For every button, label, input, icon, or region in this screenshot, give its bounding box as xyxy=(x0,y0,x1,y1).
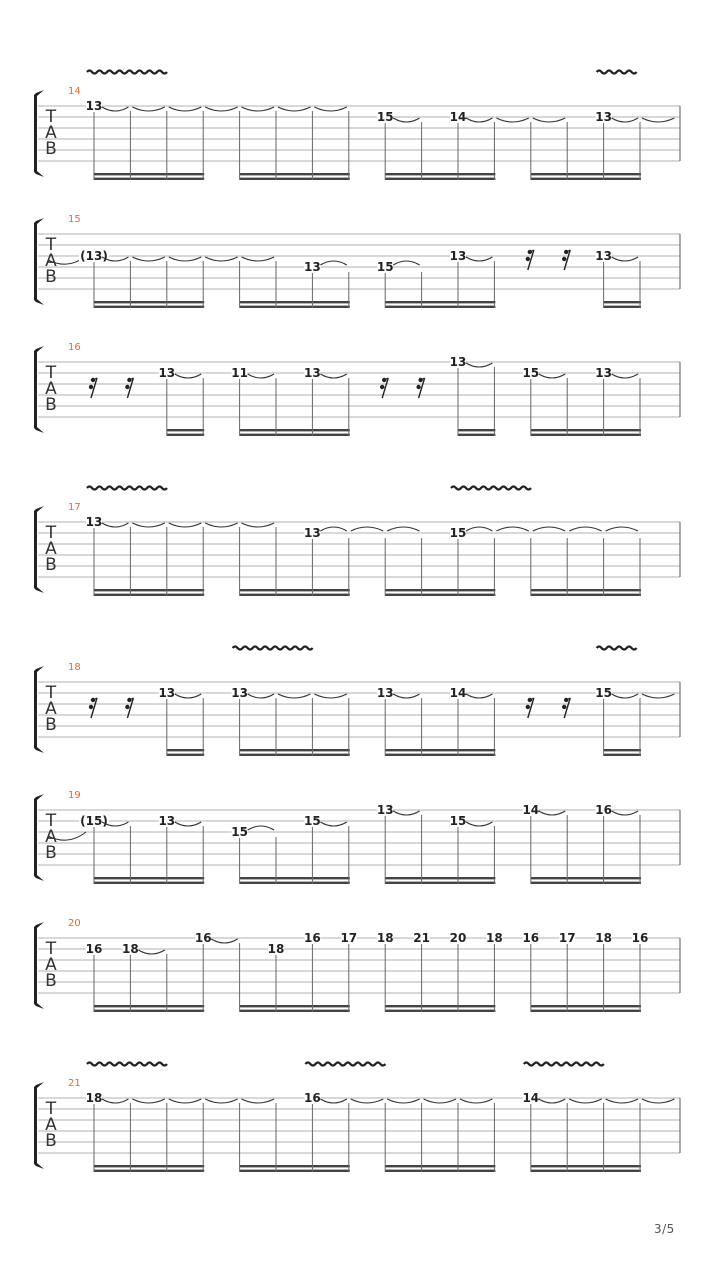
tie-arc xyxy=(248,826,274,830)
beam xyxy=(167,754,204,756)
tie-arc xyxy=(242,107,274,111)
fret-number: 13 xyxy=(595,110,612,124)
beam xyxy=(385,882,495,884)
tab-system xyxy=(34,790,680,884)
fret-number: 15 xyxy=(376,110,394,124)
beam xyxy=(385,173,495,175)
tie-arc xyxy=(102,107,128,111)
beam xyxy=(94,301,204,303)
tab-clef-letter: T xyxy=(45,683,57,703)
fret-number: 18 xyxy=(595,931,612,945)
tie-arc xyxy=(424,1099,456,1103)
system-bracket xyxy=(34,666,44,753)
tie-arc xyxy=(132,523,164,527)
tie-arc xyxy=(569,527,601,531)
fret-number: 18 xyxy=(267,942,285,956)
measure-number: 21 xyxy=(68,1078,81,1089)
page-number: 3/5 xyxy=(654,1222,675,1236)
fret-number: 18 xyxy=(376,931,394,945)
measure-number: 17 xyxy=(68,502,81,513)
beam xyxy=(531,594,641,596)
beam xyxy=(94,882,204,884)
beam xyxy=(94,589,204,591)
beam xyxy=(240,749,350,751)
tie-arc xyxy=(205,1099,237,1103)
tie-arc xyxy=(320,822,346,826)
tie-arc xyxy=(211,939,237,943)
tie-arc xyxy=(606,527,638,531)
fret-number: 14 xyxy=(449,686,467,700)
tie-arc xyxy=(466,363,492,367)
vibrato-mark xyxy=(597,71,637,74)
fret-number: 16 xyxy=(304,1091,321,1105)
tie-arc xyxy=(175,822,201,826)
tie-arc xyxy=(169,523,201,527)
tie-arc xyxy=(642,1099,674,1103)
tab-clef-letter: B xyxy=(45,555,57,575)
tie-arc xyxy=(539,1099,565,1103)
tie-arc xyxy=(466,118,492,122)
fret-number: 13 xyxy=(231,686,248,700)
tie-arc xyxy=(175,374,201,378)
tab-system xyxy=(34,214,680,308)
tab-clef-letter: T xyxy=(45,523,57,543)
system-bracket xyxy=(34,794,44,881)
fret-number: 17 xyxy=(558,931,576,945)
beam xyxy=(94,1005,204,1007)
beam xyxy=(94,178,204,180)
fret-number: 13 xyxy=(85,99,103,113)
tie-arc xyxy=(393,118,419,122)
fret-number: 11 xyxy=(231,366,248,380)
beam xyxy=(240,877,350,879)
fret-number: 13 xyxy=(595,366,612,380)
beam xyxy=(385,589,495,591)
beam xyxy=(531,173,641,175)
tab-system xyxy=(34,1063,680,1173)
fret-number: 17 xyxy=(340,931,358,945)
tie-arc xyxy=(496,527,528,531)
tab-system xyxy=(34,647,680,757)
tie-arc xyxy=(320,374,346,378)
tie-arc xyxy=(612,118,638,122)
beam xyxy=(604,754,641,756)
system-bracket xyxy=(34,1082,44,1169)
vibrato-mark xyxy=(451,487,531,490)
tie-arc xyxy=(393,694,419,698)
fret-number: (15) xyxy=(80,814,108,828)
system-bracket xyxy=(34,922,44,1009)
tab-clef-letter: B xyxy=(45,715,57,735)
vibrato-mark xyxy=(233,647,313,650)
fret-number: 13 xyxy=(595,249,612,263)
beam xyxy=(240,1005,350,1007)
tie-arc xyxy=(278,107,310,111)
fret-number: 13 xyxy=(158,366,176,380)
tab-clef-letter: T xyxy=(45,363,57,383)
fret-number: 13 xyxy=(376,803,394,817)
tab-clef-letter: T xyxy=(45,811,57,831)
fret-number: 18 xyxy=(122,942,139,956)
fret-number: 15 xyxy=(595,686,612,700)
beam xyxy=(531,429,641,431)
tie-arc xyxy=(612,694,638,698)
fret-number: 13 xyxy=(376,686,394,700)
tab-clef-letter: B xyxy=(45,971,57,991)
tie-arc xyxy=(642,694,674,698)
beam xyxy=(385,1165,495,1167)
beam xyxy=(94,1165,204,1167)
fret-number: 20 xyxy=(449,931,467,945)
beam xyxy=(385,877,495,879)
system-bracket xyxy=(34,218,44,305)
measure-number: 20 xyxy=(68,918,81,929)
tie-arc xyxy=(242,257,274,261)
tab-clef-letter: A xyxy=(45,123,57,143)
vibrato-mark xyxy=(597,647,637,650)
beam xyxy=(531,1165,641,1167)
beam xyxy=(94,1170,204,1172)
tie-arc xyxy=(460,1099,492,1103)
tie-arc xyxy=(496,118,528,122)
fret-number: 13 xyxy=(158,686,176,700)
tie-arc xyxy=(539,811,565,815)
beam xyxy=(604,301,641,303)
tab-clef-letter: T xyxy=(45,1099,57,1119)
tie-arc xyxy=(102,523,128,527)
tie-arc xyxy=(248,694,274,698)
beam xyxy=(385,594,495,596)
measure-number: 18 xyxy=(68,662,81,673)
fret-number: 15 xyxy=(449,814,467,828)
beam xyxy=(94,1010,204,1012)
beam xyxy=(240,589,350,591)
fret-number: (13) xyxy=(80,249,108,263)
tie-arc xyxy=(278,694,310,698)
beam xyxy=(240,882,350,884)
beam xyxy=(94,877,204,879)
tie-arc xyxy=(393,261,419,265)
beam xyxy=(167,429,204,431)
fret-number: 18 xyxy=(486,931,503,945)
beam xyxy=(531,1005,641,1007)
beam xyxy=(94,594,204,596)
tie-arc xyxy=(539,374,565,378)
beam xyxy=(458,434,495,436)
tie-arc xyxy=(612,374,638,378)
beam xyxy=(385,749,495,751)
tie-arc xyxy=(242,523,274,527)
tie-arc xyxy=(387,1099,419,1103)
vibrato-mark xyxy=(524,1063,604,1066)
beam xyxy=(604,306,641,308)
tie-arc xyxy=(393,811,419,815)
fret-number: 13 xyxy=(304,526,321,540)
tab-clef-letter: B xyxy=(45,139,57,159)
beam xyxy=(240,434,350,436)
tab-clef-letter: B xyxy=(45,843,57,863)
fret-number: 16 xyxy=(194,931,212,945)
fret-number: 13 xyxy=(449,355,467,369)
tab-clef-letter: A xyxy=(45,1115,57,1135)
tie-arc xyxy=(466,257,492,261)
beam xyxy=(531,178,641,180)
tie-arc xyxy=(132,257,164,261)
tie-arc xyxy=(102,1099,128,1103)
fret-number: 15 xyxy=(522,366,540,380)
fret-number: 13 xyxy=(85,515,103,529)
beam xyxy=(240,1170,350,1172)
system-bracket xyxy=(34,506,44,593)
tie-arc xyxy=(612,811,638,815)
beam xyxy=(385,1170,495,1172)
tie-arc xyxy=(169,107,201,111)
tie-arc xyxy=(387,527,419,531)
fret-number: 13 xyxy=(449,249,467,263)
fret-number: 16 xyxy=(85,942,103,956)
beam xyxy=(240,429,350,431)
beam xyxy=(240,301,350,303)
tie-arc xyxy=(533,527,565,531)
vibrato-mark xyxy=(87,487,167,490)
tab-clef-letter: T xyxy=(45,107,57,127)
tab-clef-letter: T xyxy=(45,939,57,959)
tie-arc xyxy=(569,1099,601,1103)
tab-clef-letter: A xyxy=(45,539,57,559)
beam xyxy=(385,301,495,303)
beam xyxy=(385,1005,495,1007)
beam xyxy=(240,1010,350,1012)
beam xyxy=(385,754,495,756)
tab-system xyxy=(34,342,680,436)
tie-arc xyxy=(466,822,492,826)
fret-number: 21 xyxy=(413,931,430,945)
fret-number: 16 xyxy=(595,803,612,817)
tie-arc xyxy=(533,118,565,122)
system-bracket xyxy=(34,90,44,177)
tab-clef-letter: A xyxy=(45,379,57,399)
measure-number: 19 xyxy=(68,790,81,801)
beam xyxy=(385,1010,495,1012)
beam xyxy=(240,594,350,596)
tie-arc xyxy=(314,694,346,698)
tie-arc xyxy=(169,1099,201,1103)
fret-number: 14 xyxy=(449,110,467,124)
beam xyxy=(531,1170,641,1172)
tie-arc xyxy=(351,1099,383,1103)
tie-arc xyxy=(320,261,346,265)
tab-clef-letter: A xyxy=(45,827,57,847)
tab-clef-letter: B xyxy=(45,395,57,415)
tab-system xyxy=(34,71,680,181)
fret-number: 13 xyxy=(304,366,321,380)
tie-arc xyxy=(612,257,638,261)
vibrato-mark xyxy=(87,71,167,74)
tie-arc xyxy=(466,694,492,698)
tab-clef-letter: A xyxy=(45,251,57,271)
fret-number: 14 xyxy=(522,1091,540,1105)
tie-arc xyxy=(466,527,492,531)
beam xyxy=(531,882,641,884)
beam xyxy=(531,1010,641,1012)
tab-clef-letter: B xyxy=(45,1131,57,1151)
fret-number: 16 xyxy=(304,931,321,945)
beam xyxy=(240,1165,350,1167)
tab-system xyxy=(34,918,680,1012)
tie-arc xyxy=(314,107,346,111)
tie-arc xyxy=(351,527,383,531)
tie-arc xyxy=(175,694,201,698)
fret-number: 16 xyxy=(631,931,649,945)
fret-number: 13 xyxy=(304,260,321,274)
measure-number: 14 xyxy=(68,86,81,97)
tab-clef-letter: A xyxy=(45,955,57,975)
tie-arc xyxy=(138,950,164,954)
tie-arc xyxy=(205,523,237,527)
beam xyxy=(240,306,350,308)
tab-clef-letter: T xyxy=(45,235,57,255)
tie-arc xyxy=(132,1099,164,1103)
fret-number: 18 xyxy=(85,1091,103,1105)
tab-system xyxy=(34,487,680,597)
tab-clef-letter: A xyxy=(45,699,57,719)
tie-arc xyxy=(642,118,674,122)
fret-number: 13 xyxy=(158,814,176,828)
vibrato-mark xyxy=(87,1063,167,1066)
tie-arc xyxy=(320,1099,346,1103)
beam xyxy=(385,306,495,308)
beam xyxy=(94,173,204,175)
measure-number: 16 xyxy=(68,342,81,353)
fret-number: 15 xyxy=(304,814,321,828)
tie-arc xyxy=(132,107,164,111)
beam xyxy=(385,178,495,180)
vibrato-mark xyxy=(305,1063,385,1066)
tie-arc xyxy=(205,257,237,261)
tie-arc xyxy=(248,374,274,378)
fret-number: 15 xyxy=(449,526,467,540)
tie-arc xyxy=(320,527,346,531)
fret-number: 15 xyxy=(376,260,394,274)
beam xyxy=(458,429,495,431)
tie-arc xyxy=(242,1099,274,1103)
tie-arc xyxy=(169,257,201,261)
tab-clef-letter: B xyxy=(45,267,57,287)
beam xyxy=(604,749,641,751)
beam xyxy=(94,306,204,308)
tie-arc xyxy=(205,107,237,111)
fret-number: 14 xyxy=(522,803,540,817)
beam xyxy=(167,749,204,751)
measure-number: 15 xyxy=(68,214,81,225)
beam xyxy=(240,178,350,180)
beam xyxy=(167,434,204,436)
beam xyxy=(240,754,350,756)
beam xyxy=(240,173,350,175)
beam xyxy=(531,434,641,436)
fret-number: 16 xyxy=(522,931,540,945)
fret-number: 15 xyxy=(231,825,248,839)
beam xyxy=(531,589,641,591)
tie-arc xyxy=(606,1099,638,1103)
system-bracket xyxy=(34,346,44,433)
beam xyxy=(531,877,641,879)
